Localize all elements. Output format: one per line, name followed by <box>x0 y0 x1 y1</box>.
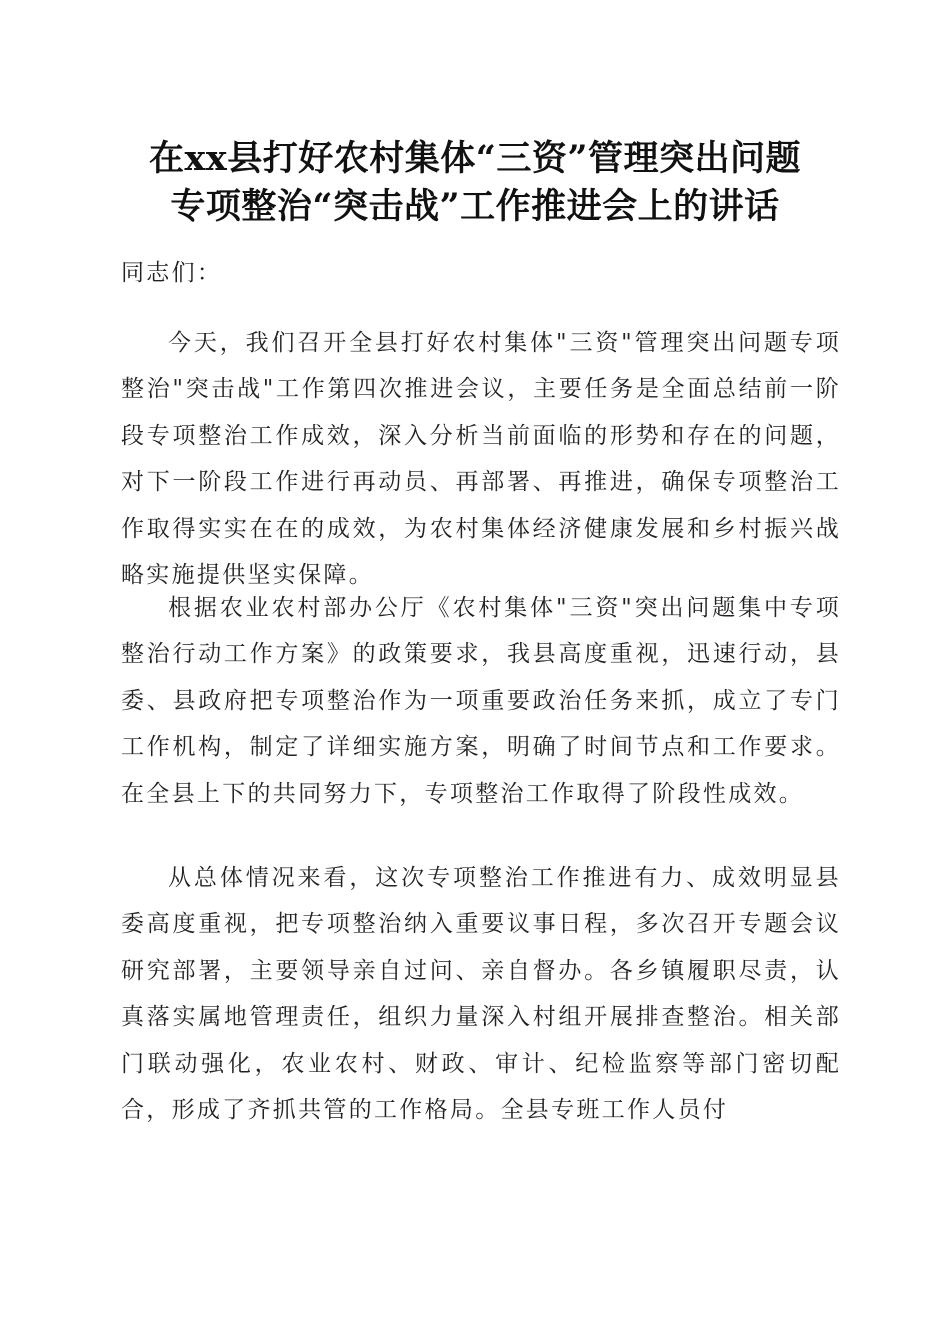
paragraph-3: 从总体情况来看，这次专项整治工作推进有力、成效明显县委高度重视，把专项整治纳入重要议事日程，多次召开专题会议研究部署，主要领导亲自过问、亲自督办。各乡镇履职尽责，认真落实属地管理责任，组织力量深入村组开展排查整治。相关部门联动强化，农业农村、财政、审计、纪检监察等部门密切配合，形成了齐抓共管的工作格局。全县专班工作人员付 <box>121 865 841 1124</box>
paragraph-2: 根据农业农村部办公厅《农村集体"三资"突出问题集中专项整治行动工作方案》的政策要求，我县高度重视，迅速行动，县委、县政府把专项整治作为一项重要政治任务来抓，成立了专门工作机构，制定了详细实施方案，明确了时间节点和工作要求。在全县上下的共同努力下，专项整治工作取得了阶段性成效。 <box>121 595 841 807</box>
paragraph-1: 今天，我们召开全县打好农村集体"三资"管理突出问题专项整治"突击战"工作第四次推进会议，主要任务是全面总结前一阶段专项整治工作成效，深入分析当前面临的形势和存在的问题，对下一阶段工作进行再动员、再部署、再推进，确保专项整治工作取得实实在在的成效，为农村集体经济健康发展和乡村振兴战略实施提供坚实保障。 <box>121 330 841 589</box>
document-title-line-1: 在xx县打好农村集体“三资”管理突出问题 <box>149 138 801 179</box>
document-title-line-2: 专项整治“突击战”工作推进会上的讲话 <box>170 186 780 227</box>
salutation: 同志们： <box>121 260 223 286</box>
